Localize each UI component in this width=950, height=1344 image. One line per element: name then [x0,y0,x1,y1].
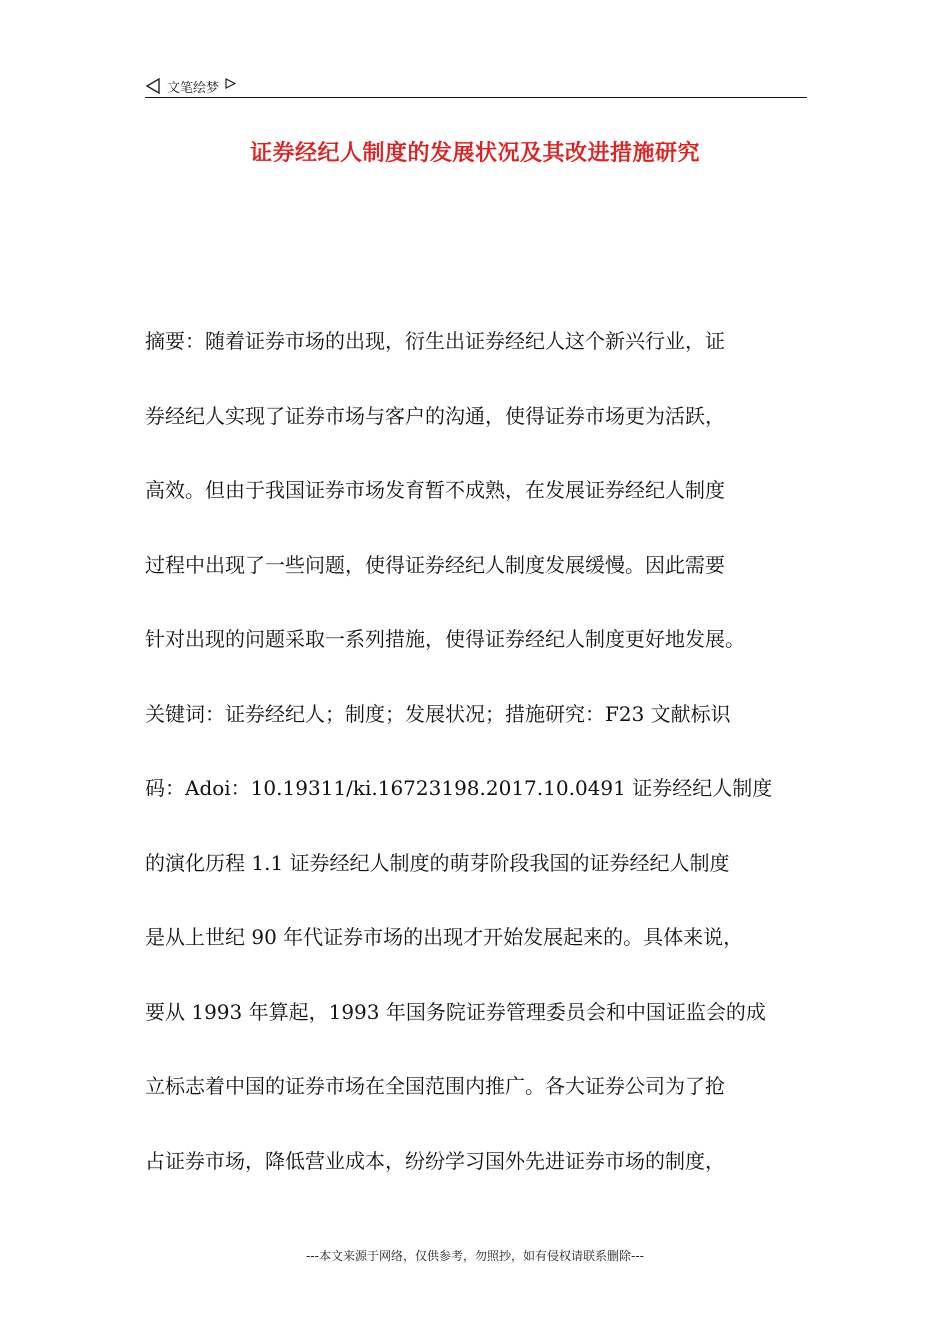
body-line: 针对出现的问题采取一系列措施，使得证券经纪人制度更好地发展。 [145,627,745,651]
body-line: 占证券市场，降低营业成本，纷纷学习国外先进证券市场的制度， [145,1148,725,1173]
body-line: 立标志着中国的证券市场在全国范围内推广。各大证券公司为了抢 [145,1074,725,1098]
body-line: 关键词：证券经纪人；制度；发展状况；措施研究：F23 文献标识 [145,701,731,726]
body-line: 高效。但由于我国证券市场发育暂不成熟，在发展证券经纪人制度 [145,478,725,502]
body-line: 券经纪人实现了证券市场与客户的沟通，使得证券市场更为活跃， [145,403,725,428]
page-footer-disclaimer: ---本文来源于网络，仅供参考，勿照抄，如有侵权请联系删除--- [306,1249,644,1263]
document-title: 证券经纪人制度的发展状况及其改进措施研究 [249,140,700,166]
document-body [145,322,817,1216]
header-divider [145,97,807,98]
page-header [145,74,807,98]
body-line: 码：Adoi：10.19311/ki.16723198.2017.10.0491 证券经纪人制度 [145,776,773,800]
header-brand: 文笔绘梦 [167,80,220,96]
body-line: 是从上世纪 90 年代证券市场的出现才开始发展起来的。具体来说， [145,925,744,949]
body-line: 过程中出现了一些问题，使得证券经纪人制度发展缓慢。因此需要 [145,552,725,577]
body-line: 要从 1993 年算起，1993 年国务院证券管理委员会和中国证监会的成 [145,999,766,1024]
body-line: 的演化历程 1.1 证券经纪人制度的萌芽阶段我国的证券经纪人制度 [145,850,730,875]
triangle-left-icon [145,78,161,94]
body-line: 摘要：随着证券市场的出现，衍生出证券经纪人这个新兴行业，证 [145,329,725,353]
triangle-right-icon [225,78,236,89]
